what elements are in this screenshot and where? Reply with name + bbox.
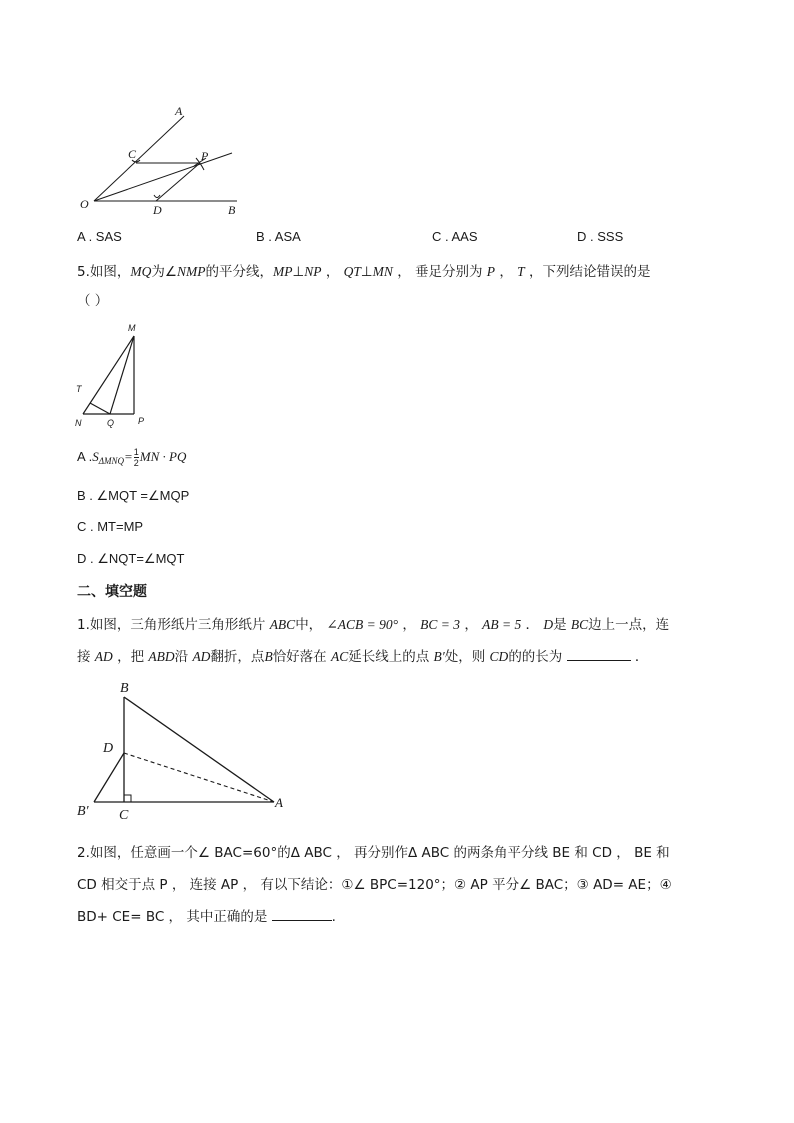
q5-option-a: A $.S_{\Delta MNQ}=$ $\frac{1}{2}$ MN · PQ <box>77 447 187 468</box>
label-a: A <box>275 795 283 810</box>
fill-q1-line1: 1.如图，三角形纸片三角形纸片 ABC中， ∠ACB = 90° ， BC = 3 ， AB = 5 ． D是 BC边上一点，连 <box>77 617 670 633</box>
q4-option-d: D . SSS <box>577 229 624 244</box>
fill-q2-line1: 2.如图，任意画一个∠ BAC=60°的Δ ABC ， 再分别作Δ ABC 的两条角平分线 BE 和 CD ， BE 和 <box>77 845 670 861</box>
segment-bpd <box>94 753 124 802</box>
segment-mq <box>110 336 134 414</box>
label-p: P <box>201 149 209 163</box>
fill-q1-line2: 接 AD ，把 ABD沿 AD翻折，点B恰好落在 AC延长线上的点 B′处，则 CD的的长为 ． <box>77 649 649 665</box>
label-q: Q <box>107 418 115 428</box>
q5-option-b: B . ∠MQT =∠MQP <box>77 488 190 503</box>
figure-folded-triangle <box>70 676 290 821</box>
segment-ab <box>124 697 274 802</box>
q5-stem: 5.如图，MQ为∠NMP的平分线，MP⊥NP ， QT⊥MN ， 垂足分别为 P ， T ，下列结论错误的是 <box>77 264 651 280</box>
label-a: A <box>175 104 183 118</box>
q5-option-c: C . MT=MP <box>77 519 144 534</box>
label-o: O <box>80 197 89 211</box>
section-heading: 二、填空题 <box>77 584 147 600</box>
segment-mn <box>83 336 134 414</box>
label-t: T <box>76 384 82 394</box>
fill-q2-line2: CD 相交于点 P ， 连接 AP ， 有以下结论：①∠ BPC=120°；② AP 平分∠ BAC；③ AD= AE；④ <box>77 877 672 893</box>
label-b: B <box>228 203 236 217</box>
label-d: D <box>103 741 114 756</box>
q4-option-a: A . SAS <box>77 229 122 244</box>
q4-option-c: C . AAS <box>432 229 478 244</box>
label-c: C <box>119 808 129 821</box>
label-d: D <box>153 203 162 217</box>
arc-mark-d <box>154 195 160 198</box>
label-m: M <box>128 323 136 333</box>
right-angle-mark <box>124 795 131 802</box>
q5-answer-paren: （ ） <box>77 293 109 309</box>
answer-blank-1[interactable] <box>567 660 631 661</box>
label-n: N <box>75 418 82 428</box>
label-bprime: B′ <box>77 804 89 819</box>
figure-triangle-mnp <box>70 318 160 430</box>
answer-blank-2[interactable] <box>272 920 332 921</box>
label-p: P <box>138 416 145 426</box>
q4-option-b: B . ASA <box>256 229 301 244</box>
q5-option-d: D . ∠NQT=∠MQT <box>77 551 185 566</box>
fill-q2-line3: BD+ CE= BC ， 其中正确的是 . <box>77 909 336 925</box>
label-c: C <box>128 147 137 161</box>
segment-da-dashed <box>124 753 274 802</box>
label-b: B <box>120 681 129 696</box>
figure-angle-bisector <box>70 100 250 220</box>
segment-dp <box>156 163 200 201</box>
ray-op <box>94 153 232 201</box>
segment-qt <box>90 403 110 414</box>
